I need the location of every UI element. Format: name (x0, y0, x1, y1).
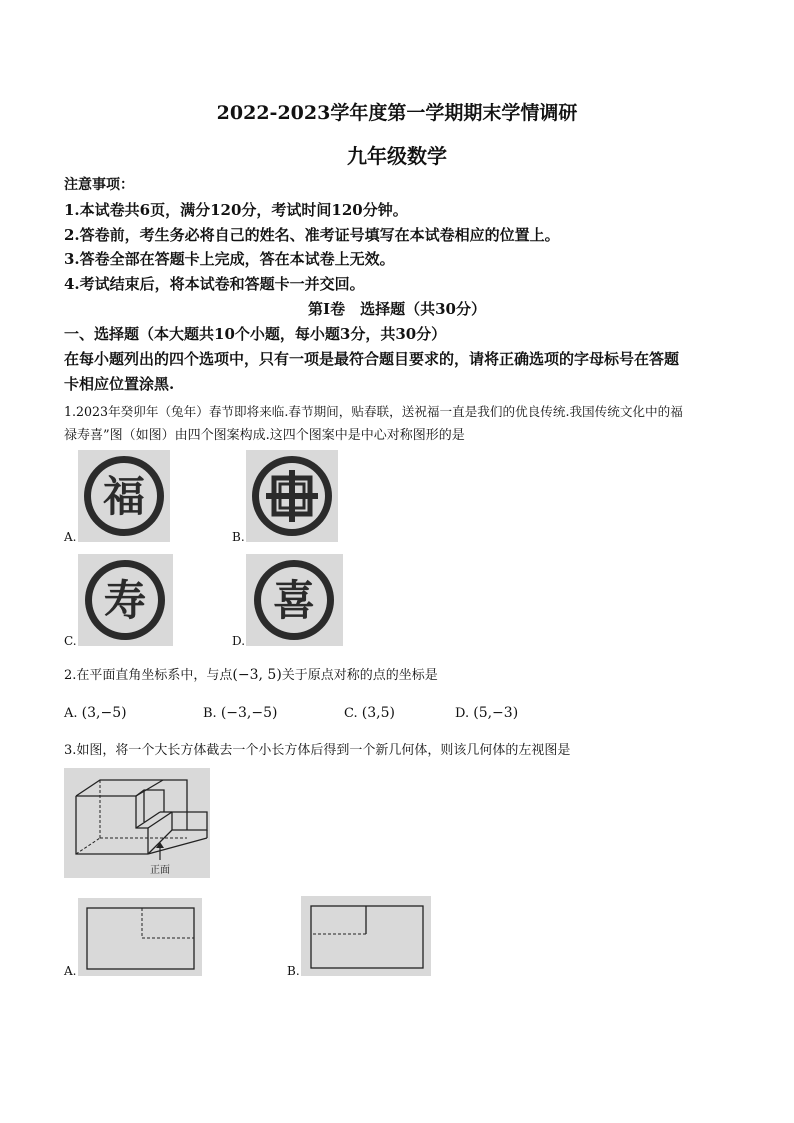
left-view-a-icon (78, 898, 202, 976)
option-b-left-view[interactable] (301, 896, 431, 976)
page-subtitle: 九年级数学 (347, 144, 447, 168)
option-label-c: C. (344, 706, 358, 721)
notice-heading: 注意事项： (64, 177, 134, 193)
question-1-stem: 1.2023年癸卯年（兔年）春节即将来临.春节期间，贴春联，送祝福一直是我们的优良传统.我国传统文化中的福 (64, 404, 683, 419)
option-d-image[interactable] (246, 554, 343, 646)
shou-seal-icon (78, 554, 173, 646)
option-label-d: D. (232, 634, 246, 648)
question-2-stem-before: 2.在平面直角坐标系中，与点 (64, 668, 233, 683)
fu-glyph: 福 (102, 472, 146, 521)
option-label-b: B. (287, 964, 300, 978)
option-b-image[interactable] (246, 450, 338, 542)
part-title: 一、选择题（本大题共10个小题，每小题3分，共30分） (64, 325, 447, 343)
option-label-d: D. (455, 706, 470, 721)
front-label: 正面 (150, 865, 170, 876)
notice-item: 2.答卷前，考生务必将自己的姓名、准考证号填写在本试卷相应的位置上。 (64, 226, 560, 244)
notice-item: 1.本试卷共6页，满分120分，考试时间120分钟。 (64, 201, 408, 219)
option-b[interactable] (203, 705, 277, 721)
option-value-c: (3,5) (361, 705, 395, 721)
shou-glyph: 寿 (103, 576, 147, 625)
xi-glyph: 喜 (272, 576, 316, 625)
option-d[interactable] (455, 705, 518, 721)
option-c[interactable] (344, 705, 395, 721)
lu-seal-icon (246, 450, 338, 542)
fu-seal-icon (78, 450, 170, 542)
question-1-stem: 禄寿喜”图（如图）由四个图案构成.这四个图案中是中心对称图形的是 (64, 428, 465, 443)
option-value-b: (−3,−5) (220, 705, 278, 721)
left-view-b-icon (301, 896, 431, 976)
question-2-stem (64, 664, 438, 683)
option-a-image[interactable] (78, 450, 170, 542)
option-label-c: C. (64, 634, 77, 648)
volume-title: 第Ⅰ卷 选择题（共30分） (308, 300, 486, 318)
instruction-line: 在每小题列出的四个选项中，只有一项是最符合题目要求的，请将正确选项的字母标号在答题 (64, 350, 680, 368)
question-2-point: (−3, 5) (232, 667, 282, 683)
instruction-line: 卡相应位置涂黑. (64, 375, 175, 393)
notice-item: 3.答卷全部在答题卡上完成，答在本试卷上无效。 (64, 250, 395, 268)
option-label-b: B. (232, 530, 245, 544)
option-label-a: A. (64, 964, 77, 978)
option-value-d: (5,−3) (473, 705, 519, 721)
option-a-left-view[interactable] (78, 898, 202, 976)
option-label-a: A. (64, 706, 78, 721)
option-value-a: (3,−5) (81, 705, 127, 721)
cuboid-figure-icon (64, 768, 210, 878)
option-label-a: A. (64, 530, 77, 544)
page-title: 2022-2023学年度第一学期期末学情调研 (216, 102, 578, 124)
option-c-image[interactable] (78, 554, 173, 646)
question-2-stem-after: 关于原点对称的点的坐标是 (281, 668, 438, 683)
option-label-b: B. (203, 706, 217, 721)
notice-item: 4.考试结束后，将本试卷和答题卡一并交回。 (64, 275, 365, 293)
question-3-stem: 3.如图，将一个大长方体截去一个小长方体后得到一个新几何体，则该几何体的左视图是 (64, 743, 571, 758)
option-a[interactable] (64, 705, 127, 721)
q3-figure (64, 768, 210, 878)
xi-seal-icon (246, 554, 343, 646)
